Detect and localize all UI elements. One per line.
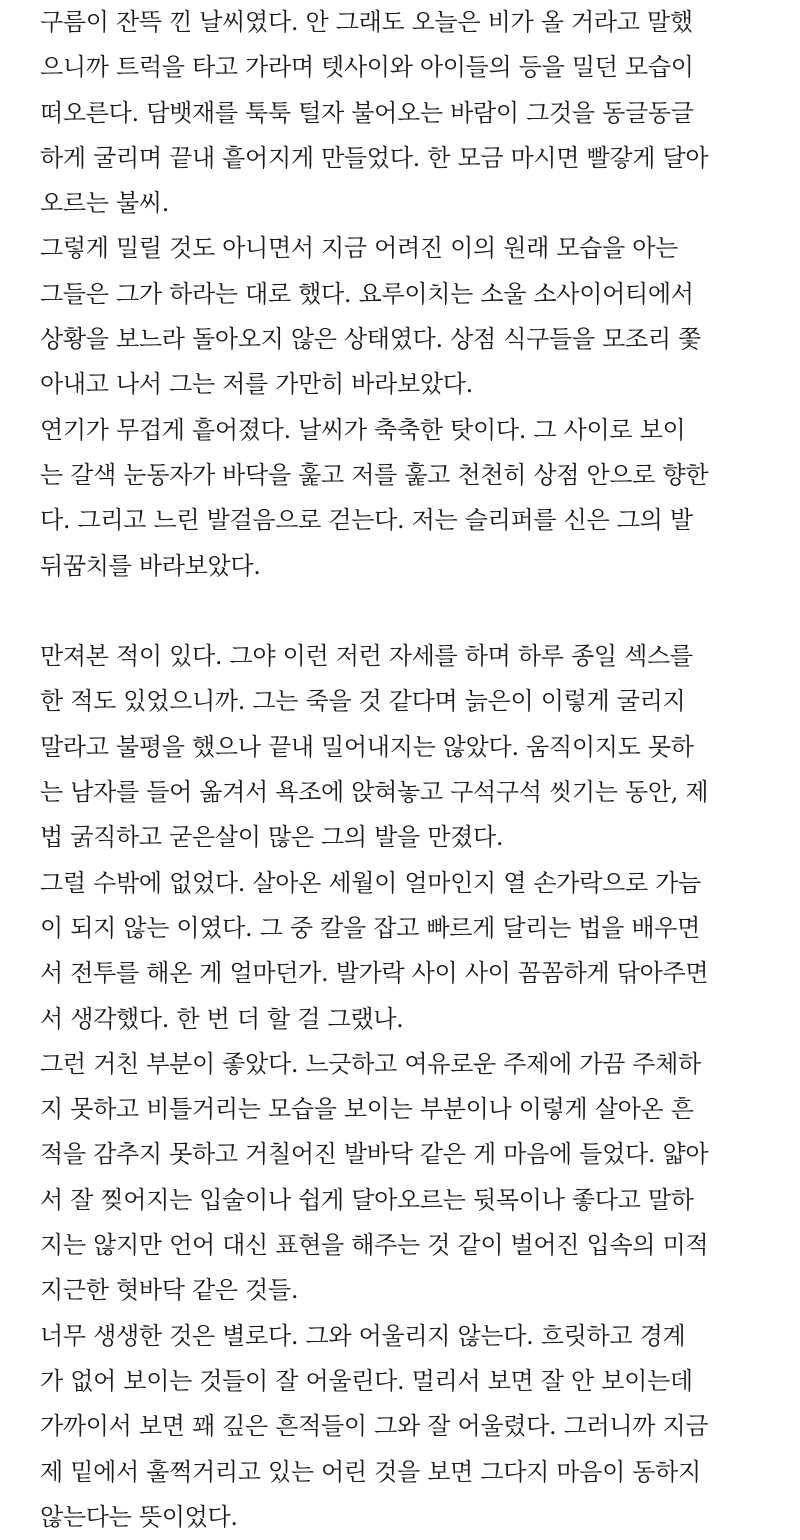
document-body xyxy=(40,0,770,1540)
text-line: 하게 굴리며 끝내 흩어지게 만들었다. 한 모금 마시면 빨갛게 달아 xyxy=(40,143,709,172)
text-line: 그런 거친 부분이 좋았다. 느긋하고 여유로운 주제에 가끔 주체하 xyxy=(40,1049,701,1078)
text-line: 가까이서 보면 꽤 깊은 흔적들이 그와 잘 어울렸다. 그러니까 지금 xyxy=(40,1412,709,1441)
text-line: 으니까 트럭을 타고 가라며 텟사이와 아이들의 등을 밀던 모습이 xyxy=(40,53,694,82)
paragraph xyxy=(40,226,770,407)
text-line: 말라고 불평을 했으나 끝내 밀어내지는 않았다. 움직이지도 못하 xyxy=(40,732,694,761)
paragraph-break xyxy=(40,589,770,634)
text-line: 않는다는 뜻이었다. xyxy=(40,1502,238,1531)
text-line: 그들은 그가 하라는 대로 했다. 요루이치는 소울 소사이어티에서 xyxy=(40,279,694,308)
text-line: 는 갈색 눈동자가 바닥을 훑고 저를 훑고 천천히 상점 안으로 향한 xyxy=(40,460,709,489)
paragraph xyxy=(40,1314,770,1540)
text-line: 한 적도 있었으니까. 그는 죽을 것 같다며 늙은이 이렇게 굴리지 xyxy=(40,687,686,716)
text-line: 법 굵직하고 굳은살이 많은 그의 발을 만졌다. xyxy=(40,823,504,852)
text-line: 그렇게 밀릴 것도 아니면서 지금 어려진 이의 원래 모습을 아는 xyxy=(40,234,679,263)
text-line: 적을 감추지 못하고 거칠어진 발바닥 같은 게 마음에 들었다. 얇아 xyxy=(40,1140,709,1169)
text-line: 는 남자를 들어 옮겨서 욕조에 앉혀놓고 구석구석 씻기는 동안, 제 xyxy=(40,778,709,807)
text-line: 서 잘 찢어지는 입술이나 쉽게 달아오르는 뒷목이나 좋다고 말하 xyxy=(40,1185,694,1214)
paragraph xyxy=(40,861,770,1042)
text-line: 뒤꿈치를 바라보았다. xyxy=(40,551,261,580)
text-line: 제 밑에서 훌쩍거리고 있는 어린 것을 보면 그다지 마음이 동하지 xyxy=(40,1457,701,1486)
text-line: 다. 그리고 느린 발걸음으로 걷는다. 저는 슬리퍼를 신은 그의 발 xyxy=(40,506,693,535)
text-line: 가 없어 보이는 것들이 잘 어울린다. 멀리서 보면 잘 안 보이는데 xyxy=(40,1366,693,1395)
text-line: 그럴 수밖에 없었다. 살아온 세월이 얼마인지 열 손가락으로 가늠 xyxy=(40,868,701,897)
text-line: 지근한 혓바닥 같은 것들. xyxy=(40,1276,299,1305)
text-line: 이 되지 않는 이였다. 그 중 칼을 잡고 빠르게 달리는 법을 배우면 xyxy=(40,913,701,942)
text-line: 만져본 적이 있다. 그야 이런 저런 자세를 하며 하루 종일 섹스를 xyxy=(40,642,693,671)
paragraph xyxy=(40,1042,770,1314)
text-line: 지 못하고 비틀거리는 모습을 보이는 부분이나 이렇게 살아온 흔 xyxy=(40,1095,694,1124)
text-line: 아내고 나서 그는 저를 가만히 바라보았다. xyxy=(40,370,474,399)
text-line: 구름이 잔뜩 낀 날씨였다. 안 그래도 오늘은 비가 올 거라고 말했 xyxy=(40,8,693,36)
text-line: 너무 생생한 것은 별로다. 그와 어울리지 않는다. 흐릿하고 경계 xyxy=(40,1321,686,1350)
paragraph xyxy=(40,408,770,589)
text-line: 떠오른다. 담뱃재를 툭툭 털자 불어오는 바람이 그것을 동글동글 xyxy=(40,98,694,127)
text-line: 서 생각했다. 한 번 더 할 걸 그랬나. xyxy=(40,1004,404,1033)
text-line: 상황을 보느라 돌아오지 않은 상태였다. 상점 식구들을 모조리 쫓 xyxy=(40,325,701,354)
text-line: 서 전투를 해온 게 얼마던가. 발가락 사이 사이 꼼꼼하게 닦아주면 xyxy=(40,959,709,988)
text-line: 오르는 불씨. xyxy=(40,189,170,218)
paragraph xyxy=(40,634,770,860)
paragraph xyxy=(40,0,770,226)
text-line: 지는 않지만 언어 대신 표현을 해주는 것 같이 벌어진 입속의 미적 xyxy=(40,1231,709,1260)
text-line: 연기가 무겁게 흩어졌다. 날씨가 축축한 탓이다. 그 사이로 보이 xyxy=(40,415,686,444)
